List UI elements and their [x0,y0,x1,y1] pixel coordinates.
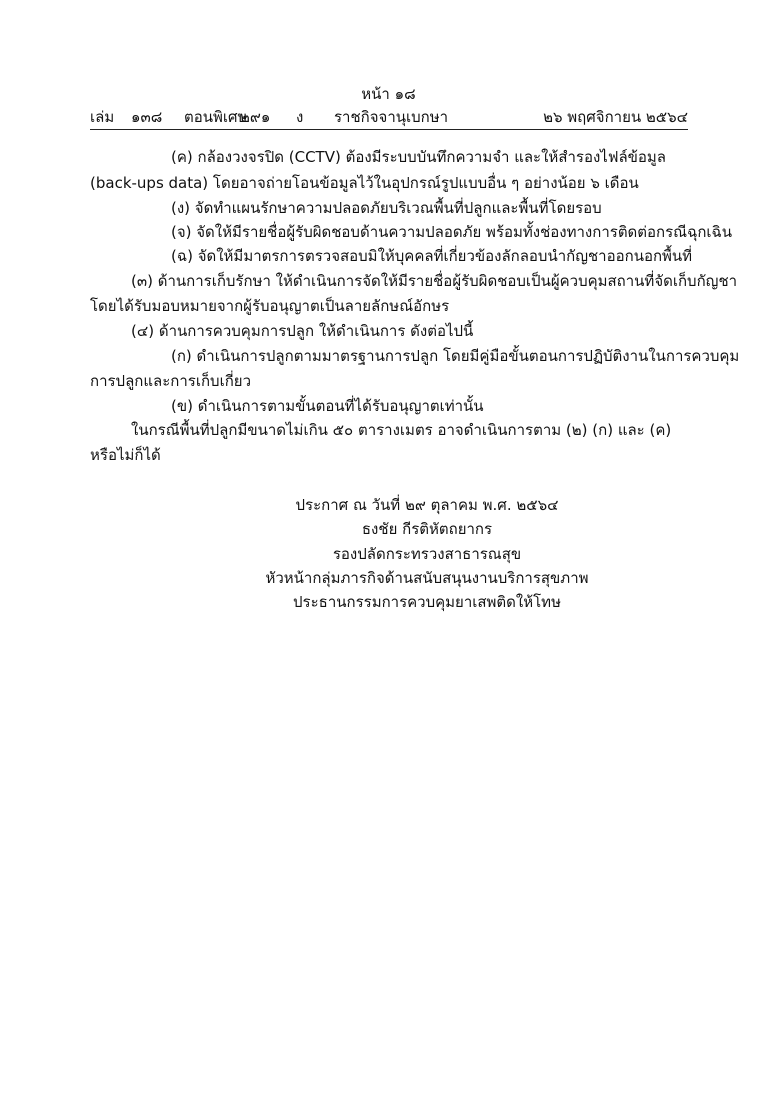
body-line: (ก) ดำเนินการปลูกตามมาตรฐานการปลูก โดยมีคู่มือขั้นตอนการปฏิบัติงานในการควบคุม [171,347,740,365]
body-line: (ค) กล้องวงจรปิด (CCTV) ต้องมีระบบบันทึกความจำ และให้สำรองไฟล์ข้อมูล [171,148,666,166]
header-rule [90,129,688,130]
signatory-position: ประธานกรรมการควบคุมยาเสพติดให้โทษ [293,593,561,611]
signatory-name: ธงชัย กีรติหัตถยากร [361,520,493,538]
body-line: การปลูกและการเก็บเกี่ยว [90,372,251,390]
volume-number: ๑๓๘ [131,108,163,126]
body-line: โดยได้รับมอบหมายจากผู้รับอนุญาตเป็นลายลักษณ์อักษร [90,297,450,315]
body-line: (ฉ) จัดให้มีมาตรการตรวจสอบมิให้บุคคลที่เกี่ยวข้องลักลอบนำกัญชาออกนอกพื้นที่ [171,247,693,265]
body-line: (๔) ด้านการควบคุมการปลูก ให้ดำเนินการ ดังต่อไปนี้ [131,322,474,340]
body-line: (จ) จัดให้มีรายชื่อผู้รับผิดชอบด้านความปลอดภัย พร้อมทั้งช่องทางการติดต่อกรณีฉุกเฉิน [171,223,732,241]
body-line: ในกรณีพื้นที่ปลูกมีขนาดไม่เกิน ๕๐ ตารางเมตร อาจดำเนินการตาม (๒) (ก) และ (ค) [131,421,672,439]
signatory-position: รองปลัดกระทรวงสาธารณสุข [332,545,522,563]
section-label: ตอนพิเศษ [184,108,248,126]
body-line: (ง) จัดทำแผนรักษาความปลอดภัยบริเวณพื้นที่ปลูกและพื้นที่โดยรอบ [171,199,602,217]
gazette-header [90,105,688,127]
section-number: ๒๙๑ [240,108,271,126]
body-line: (back-ups data) โดยอาจถ่ายโอนข้อมูลไว้ในอุปกรณ์รูปแบบอื่น ๆ อย่างน้อย ๖ เดือน [90,174,639,192]
body-line: (๓) ด้านการเก็บรักษา ให้ดำเนินการจัดให้มีรายชื่อผู้รับผิดชอบเป็นผู้ควบคุมสถานที่จัดเก็บกัญชา [131,272,738,290]
publication-date: ๒๖ พฤศจิกายน ๒๕๖๔ [543,108,688,126]
announcement-date: ประกาศ ณ วันที่ ๒๙ ตุลาคม พ.ศ. ๒๕๖๔ [295,496,559,514]
volume-label: เล่ม [90,108,115,126]
body-line: (ข) ดำเนินการตามขั้นตอนที่ได้รับอนุญาตเท่านั้น [171,397,484,415]
section-letter: ง [296,108,304,126]
signatory-position: หัวหน้ากลุ่มภารกิจด้านสนับสนุนงานบริการสุขภาพ [265,569,589,587]
body-line: หรือไม่ก็ได้ [90,446,161,464]
page-number: หน้า ๑๘ [361,85,416,103]
gazette-name: ราชกิจจานุเบกษา [334,108,449,126]
